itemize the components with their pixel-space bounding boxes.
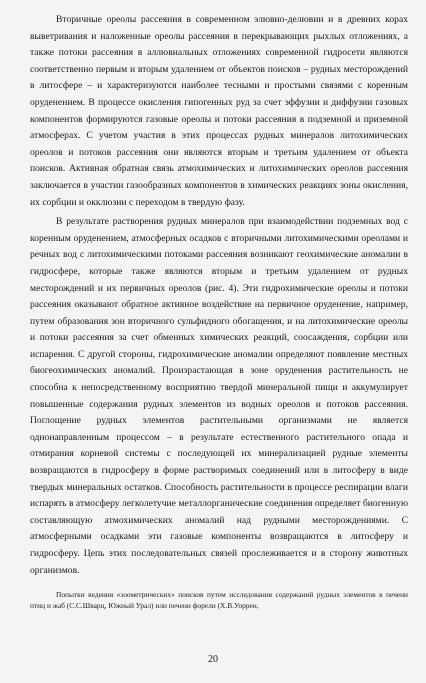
body-text (30, 12, 408, 579)
paragraph-2: В результате растворения рудных минералов при взаимодействии подземных вод с коренным оруденением, атмосферных осадков с вторичными литохимическими ореолами и речных вод с литохимическими потоками рассеяния возникают геохимические аномалии в гидросфере, которые также являются вторым и третьим удалением от рудных месторождений и их первичных ореолов (рис. 4). Эти гидрохимические ореолы и потоки рассеяния оказывают обратное активное воздействие на первичное оруденение, например, путем образования зон вторичного сульфидного обогащения, и на литохимические ореолы и потоки рассеяния за счет обменных химических реакций, соосаждения, сорбции или испарения. С другой стороны, гидрохимические аномалии определяют появление местных биогеохимических аномалий. Произрастающая в зоне оруденения растительность не способна к непосредственному восприятию твердой минеральной пищи и аккумулирует повышенные содержания рудных элементов из водных ореолов и потоков рассеяния. Поглощение рудных элементов растительными организмами не является однонаправленным процессом – в результате естественного растительного опада и отмирания корневой системы с последующей их минерализацией рудные элементы возвращаются в гидросферу в форме растворимых соединений или в литосферу в виде твердых минеральных остатков. Способность растительности в процессе респирации влаги испарять в атмосферу легколетучие металлорганические соединения определяет биогенную составляющую атмохимических аномалий над рудными месторождениями. С атмосферными осадками эти газовые компоненты возвращаются в литосферу и гидросферу. Цепь этих последовательных связей прослеживается и в сторону животных организмов. (30, 216, 408, 576)
footnote-text: Попытки ведения «зоометрических» поисков путем исследования содержаний рудных элементов в печени птиц и жаб (С.С.Шварц, Южный Урал) или печени форели (Х.В.Уоррен, (30, 590, 408, 611)
footnote (30, 589, 408, 611)
paragraph-1: Вторичные ореолы рассеяния в современном элювио-делювии и в древних корах выветривания и наложенные ореолы рассеяния в перекрывающих рыхлых отложениях, а также потоки рассеяния в аллювиальных отложениях современной гидросети являются соответственно первым и вторым удалением от объектов поисков – рудных месторождений в литосфере – и характеризуются наиболее тесными и простыми связями с коренным оруденением. В процессе окисления гипогенных руд за счет эффузии и диффузии газовых компонентов формируются газовые ореолы и потоки рассеяния в подземной и приземной атмосферах. С учетом участия в этих процессах рудных минералов литохимических ореолов и потоков рассеяния они являются вторым и третьим удалением от объекта поисков. Активная обратная связь атмохимических и литохимических ореолов рассеяния заключается в участии газообразных компонентов в химических реакциях зоны окисления, их сорбции и окклюзии с переходом в твердую фазу. (30, 14, 408, 208)
page-number: 20 (208, 654, 218, 665)
